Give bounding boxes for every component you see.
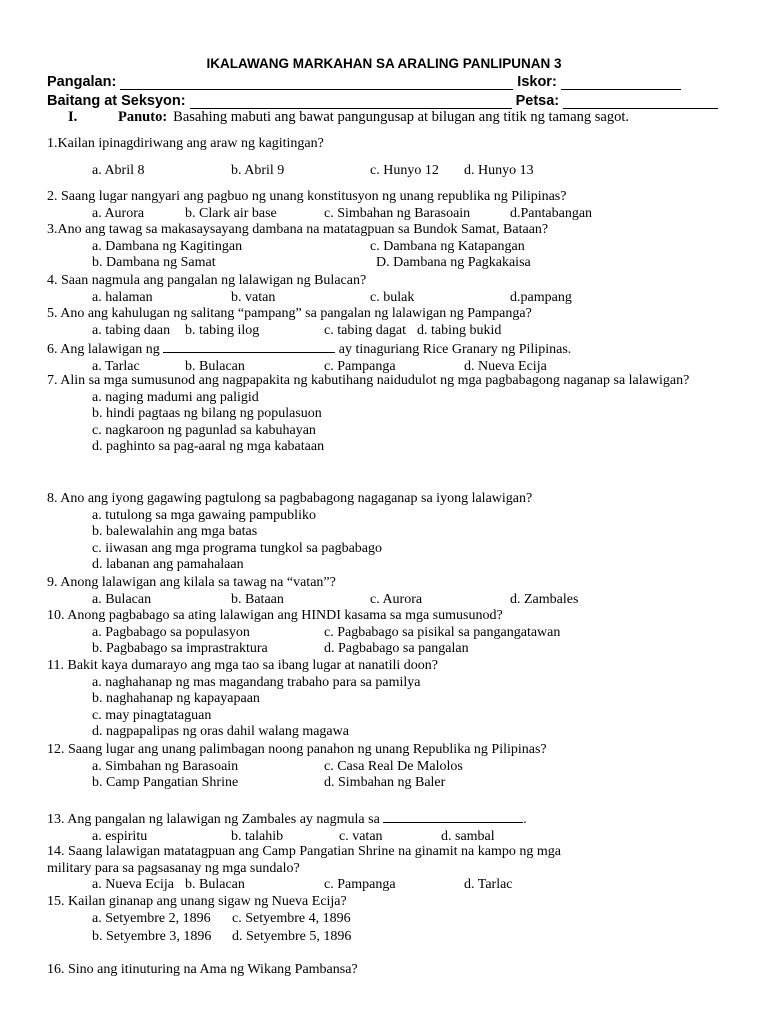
choice-c[interactable]: c. Pagbabago sa pisikal sa pangangatawan <box>324 624 561 640</box>
choice-d[interactable]: d. Zambales <box>510 591 579 607</box>
choice-d[interactable]: d. sambal <box>441 828 495 844</box>
question-12 <box>47 742 567 792</box>
choice-b[interactable]: b. naghahanap ng kapayapaan <box>92 691 260 706</box>
question-text: 5. Ano ang kahulugan ng salitang “pampang” sa pangalan ng lalawigan ng Pampanga? <box>47 306 532 321</box>
choice-d[interactable]: d. Tarlac <box>464 877 513 892</box>
question-16 <box>47 962 747 979</box>
choices <box>47 877 597 894</box>
choice-c[interactable]: c. Pampanga <box>324 877 396 892</box>
question-10 <box>47 608 747 658</box>
choices-row-2 <box>47 929 747 946</box>
choice-a[interactable]: a. Abril 8 <box>92 162 145 178</box>
choice-a[interactable]: a. tutulong sa mga gawaing pampubliko <box>92 507 316 523</box>
question-text: 2. Saang lugar nangyari ang pagbuo ng unang konstitusyon ng unang republika ng Pilipinas? <box>47 189 567 204</box>
question-text: 3.Ano ang tawag sa makasaysayang dambana na matatagpuan sa Bundok Samat, Bataan? <box>47 222 549 237</box>
choice-b[interactable]: b. Dambana ng Samat <box>92 255 216 270</box>
choice-a[interactable]: a. Dambana ng Kagitingan <box>92 238 243 254</box>
choice-b[interactable]: b. Bulacan <box>185 358 245 374</box>
choice-a[interactable]: a. Tarlac <box>92 358 140 374</box>
question-3 <box>47 222 747 272</box>
choice-d[interactable]: d.Pantabangan <box>510 205 593 221</box>
header-row-name <box>47 72 727 90</box>
choice-a[interactable]: a. Nueva Ecija <box>92 877 175 892</box>
directions-label: Panuto: <box>118 109 168 125</box>
choice-d[interactable]: d. labanan ang pamahalaan <box>92 557 244 572</box>
choice-c[interactable]: c. Aurora <box>370 591 423 607</box>
choice-c[interactable]: c. iiwasan ang mga programa tungkol sa pagbabago <box>92 540 383 556</box>
choice-d[interactable]: d. tabing bukid <box>417 322 502 338</box>
choice-a[interactable]: a. Bulacan <box>92 591 152 607</box>
choice-c[interactable]: c. Pampanga <box>324 358 396 374</box>
date-field[interactable] <box>563 94 718 109</box>
choice-a[interactable]: a. espiritu <box>92 828 148 844</box>
question-text <box>47 340 747 359</box>
question-text: 14. Saang lalawigan matatagpuan ang Camp Pangatian Shrine na ginamit na kampo ng mga military para sa pagsasanay ng mga sundalo? <box>47 844 561 876</box>
choices-row-2 <box>47 641 747 658</box>
choices <box>92 390 747 456</box>
question-text: 7. Alin sa mga sumusunod ang nagpapakita ng kabutihang naidudulot ng mga pagbabagong naganap sa lalawigan? <box>47 373 690 388</box>
question-13 <box>47 810 747 845</box>
question-text: 15. Kailan ginanap ang unang sigaw ng Nueva Ecija? <box>47 894 347 909</box>
choice-c[interactable]: c. Setyembre 4, 1896 <box>232 910 351 926</box>
choice-b[interactable]: b. Pagbabago sa imprastraktura <box>92 641 268 656</box>
date-label: Petsa: <box>515 93 560 109</box>
choices-row-1 <box>47 239 747 256</box>
answer-blank[interactable] <box>163 340 335 353</box>
choice-c[interactable]: c. Simbahan ng Barasoain <box>324 205 471 221</box>
choice-d[interactable]: d. Hunyo 13 <box>464 162 534 178</box>
choice-d[interactable]: d. Setyembre 5, 1896 <box>232 929 352 944</box>
choice-b[interactable]: b. Bulacan <box>185 877 245 892</box>
choice-d[interactable]: d.pampang <box>510 289 572 305</box>
choice-d[interactable]: d. Nueva Ecija <box>464 358 547 374</box>
question-text: 13. Ang pangalan ng lalawigan ng Zambales ay nagmula sa . <box>47 812 527 827</box>
name-label: Pangalan: <box>47 74 117 90</box>
choice-c[interactable]: c. nagkaroon ng pagunlad sa kabuhayan <box>92 422 316 438</box>
question-6 <box>47 340 747 375</box>
choice-b[interactable]: b. tabing ilog <box>185 322 260 338</box>
answer-blank[interactable] <box>383 810 523 823</box>
section-field[interactable] <box>190 94 512 109</box>
choice-c[interactable]: c. tabing dagat <box>324 322 407 338</box>
question-4 <box>47 273 747 306</box>
question-text-after: ay tinaguriang Rice Granary ng Pilipinas. <box>338 342 572 357</box>
header-row-section <box>47 91 727 109</box>
choice-c[interactable]: c. vatan <box>339 828 383 844</box>
choice-b[interactable]: b. talahib <box>231 828 284 844</box>
name-field[interactable] <box>120 75 513 90</box>
choice-c[interactable]: c. may pinagtataguan <box>92 707 212 723</box>
question-5 <box>47 306 747 339</box>
choice-c[interactable]: c. Dambana ng Katapangan <box>370 238 525 254</box>
choice-d[interactable]: d. Pagbabago sa pangalan <box>324 641 469 656</box>
choice-d[interactable]: d. paghinto sa pag-aaral ng mga kabataan <box>92 439 325 454</box>
choices <box>47 163 747 180</box>
choice-a[interactable]: a. naging madumi ang paligid <box>92 389 259 405</box>
choice-b[interactable]: b. Camp Pangatian Shrine <box>92 775 239 790</box>
question-11 <box>47 658 747 741</box>
choice-d[interactable]: D. Dambana ng Pagkakaisa <box>376 255 531 270</box>
choice-d[interactable]: d. nagpapalipas ng oras dahil walang magawa <box>92 724 349 739</box>
question-8 <box>47 491 747 574</box>
choice-c[interactable]: c. bulak <box>370 289 415 305</box>
choices <box>47 290 747 307</box>
question-text: 10. Anong pagbabago sa ating lalawigan ang HINDI kasama sa mga sumusunod? <box>47 608 503 623</box>
choice-a[interactable]: a. tabing daan <box>92 322 171 338</box>
question-text: 9. Anong lalawigan ang kilala sa tawag na “vatan”? <box>47 575 336 590</box>
question-text: 8. Ano ang iyong gagawing pagtulong sa pagbabagong nagaganap sa iyong lalawigan? <box>47 491 533 506</box>
choice-b[interactable]: b. Clark air base <box>185 205 277 221</box>
choice-b[interactable]: b. Bataan <box>231 591 284 607</box>
choice-b[interactable]: b. Setyembre 3, 1896 <box>92 929 212 944</box>
choices <box>92 675 747 741</box>
choice-a[interactable]: a. halaman <box>92 289 153 305</box>
question-15 <box>47 894 747 946</box>
choice-d[interactable]: d. Simbahan ng Baler <box>324 775 446 790</box>
question-text: 16. Sino ang itinuturing na Ama ng Wikang Pambansa? <box>47 962 358 977</box>
choices-row-1 <box>47 911 747 928</box>
question-text-before: 13. Ang pangalan ng lalawigan ng Zambales ay nagmula sa <box>47 812 380 827</box>
choices <box>47 206 747 223</box>
score-label: Iskor: <box>517 74 557 90</box>
choice-b[interactable]: b. hindi pagtaas ng bilang ng populasuon <box>92 406 322 421</box>
choice-b[interactable]: b. Abril 9 <box>231 162 285 178</box>
question-text: 1.Kailan ipinagdiriwang ang araw ng kagitingan? <box>47 136 324 151</box>
section-number: I. <box>68 109 78 125</box>
choice-c[interactable]: c. Casa Real De Malolos <box>324 758 463 774</box>
question-2 <box>47 189 747 222</box>
directions-text: Basahing mabuti ang bawat pangungusap at bilugan ang titik ng tamang sagot. <box>173 109 630 125</box>
choices-row-1 <box>47 625 747 642</box>
directions <box>68 109 629 126</box>
score-field[interactable] <box>561 75 681 90</box>
choices-row-2 <box>47 775 567 792</box>
exam-title: IKALAWANG MARKAHAN SA ARALING PANLIPUNAN 3 <box>206 56 562 71</box>
choices-row-1 <box>47 759 567 776</box>
question-9 <box>47 575 747 608</box>
choices <box>92 508 747 574</box>
choice-a[interactable]: a. Pagbabago sa populasyon <box>92 624 250 640</box>
question-text-before: 6. Ang lalawigan ng <box>47 342 160 357</box>
choice-a[interactable]: a. naghahanap ng mas magandang trabaho para sa pamilya <box>92 674 421 690</box>
question-text: 12. Saang lugar ang unang palimbagan noong panahon ng unang Republika ng Pilipinas? <box>47 742 547 757</box>
question-1 <box>47 136 747 179</box>
choices <box>47 592 747 609</box>
question-14 <box>47 844 597 894</box>
choice-b[interactable]: b. balewalahin ang mga batas <box>92 524 258 539</box>
choices <box>47 829 747 846</box>
question-7 <box>47 373 747 456</box>
choice-b[interactable]: b. vatan <box>231 289 276 305</box>
question-text: 11. Bakit kaya dumarayo ang mga tao sa ibang lugar at nanatili doon? <box>47 658 438 673</box>
choice-a[interactable]: a. Setyembre 2, 1896 <box>92 910 211 926</box>
choice-a[interactable]: a. Simbahan ng Barasoain <box>92 758 239 774</box>
section-label: Baitang at Seksyon: <box>47 93 186 109</box>
choice-c[interactable]: c. Hunyo 12 <box>370 162 439 178</box>
choice-a[interactable]: a. Aurora <box>92 205 145 221</box>
question-text: 4. Saan nagmula ang pangalan ng lalawigan ng Bulacan? <box>47 273 367 288</box>
choices-row-2 <box>47 255 747 272</box>
choices <box>47 323 747 340</box>
